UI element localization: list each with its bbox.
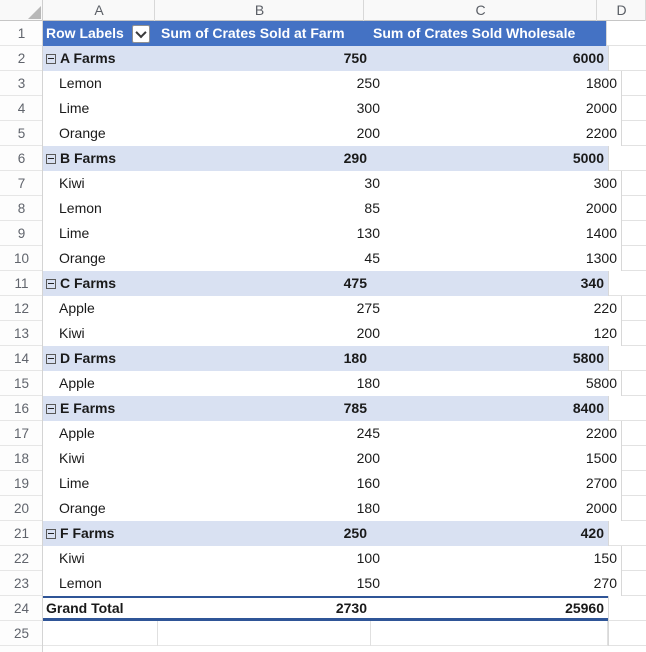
row-label-cell[interactable] xyxy=(43,521,158,546)
row-number[interactable]: 18 xyxy=(0,446,43,471)
row-label-cell[interactable] xyxy=(43,496,171,521)
row-label-cell[interactable] xyxy=(43,346,158,371)
farm-value-cell[interactable]: 85 xyxy=(364,200,380,216)
column-header-b[interactable]: B xyxy=(155,0,364,21)
item-label: Lime xyxy=(59,100,90,116)
wholesale-value-cell[interactable]: 120 xyxy=(593,325,617,341)
group-label: E Farms xyxy=(60,400,116,416)
wholesale-value-cell[interactable]: 6000 xyxy=(371,46,608,71)
farm-value-cell[interactable]: 200 xyxy=(356,125,380,141)
empty-cell-d[interactable] xyxy=(608,271,646,296)
wholesale-value-cell[interactable]: 340 xyxy=(371,271,608,296)
empty-cell-d[interactable] xyxy=(621,246,646,271)
row-label-cell[interactable] xyxy=(43,571,171,596)
sheet-row-10 xyxy=(0,246,646,271)
row-label-cell[interactable] xyxy=(43,471,171,496)
group-label: A Farms xyxy=(60,50,116,66)
row-number[interactable]: 12 xyxy=(0,296,43,321)
row-number[interactable]: 8 xyxy=(0,196,43,221)
row-number[interactable]: 17 xyxy=(0,421,43,446)
item-label: Kiwi xyxy=(59,325,85,341)
collapse-minus-icon[interactable] xyxy=(46,54,56,64)
row-label-cell[interactable] xyxy=(43,296,171,321)
farm-value-cell[interactable]: 2730 xyxy=(158,596,371,621)
empty-cell-d[interactable] xyxy=(606,21,646,46)
farm-value-cell[interactable]: 160 xyxy=(356,475,380,491)
row-label-cell[interactable] xyxy=(43,321,171,346)
row-label-cell[interactable] xyxy=(43,96,171,121)
row-label-cell[interactable] xyxy=(43,21,158,46)
select-all-corner[interactable] xyxy=(0,0,43,21)
wholesale-value-cell[interactable]: 300 xyxy=(593,175,617,191)
row-number[interactable]: 5 xyxy=(0,121,43,146)
empty-cell-d[interactable] xyxy=(621,196,646,221)
row-label-cell[interactable] xyxy=(43,421,171,446)
farm-value-cell[interactable]: 200 xyxy=(356,325,380,341)
row-label-cell[interactable] xyxy=(43,446,171,471)
farm-value-cell[interactable]: 180 xyxy=(158,346,371,371)
empty-cell-d[interactable] xyxy=(608,146,646,171)
group-label: B Farms xyxy=(60,150,117,166)
farm-value-cell[interactable]: 130 xyxy=(356,225,380,241)
wholesale-value-cell[interactable]: 270 xyxy=(593,575,617,591)
row-number[interactable]: 24 xyxy=(0,596,43,621)
row-number[interactable]: 7 xyxy=(0,171,43,196)
wholesale-value-cell[interactable]: 150 xyxy=(593,550,617,566)
empty-cell-d[interactable] xyxy=(621,571,646,596)
minus-glyph xyxy=(48,408,54,409)
collapse-minus-icon[interactable] xyxy=(46,154,56,164)
sheet-row-23 xyxy=(0,571,646,596)
empty-cell-d[interactable] xyxy=(621,96,646,121)
empty-cell-d[interactable] xyxy=(608,621,646,646)
wholesale-value-cell[interactable]: 2000 xyxy=(585,100,617,116)
farm-value-cell[interactable]: 150 xyxy=(356,575,380,591)
sheet-row-16 xyxy=(0,396,646,421)
item-label: Kiwi xyxy=(59,175,85,191)
wholesale-value-cell[interactable]: 2200 xyxy=(585,425,617,441)
farm-value-cell[interactable]: 750 xyxy=(158,46,371,71)
grand-total-label: Grand Total xyxy=(46,600,124,616)
row-label-cell[interactable] xyxy=(43,146,158,171)
row-number[interactable]: 20 xyxy=(0,496,43,521)
item-label: Lemon xyxy=(59,75,102,91)
row-label-cell[interactable] xyxy=(43,271,158,296)
empty-cell-d[interactable] xyxy=(621,446,646,471)
row-label-cell[interactable] xyxy=(43,171,171,196)
empty-cell-d[interactable] xyxy=(621,371,646,396)
row-label-cell[interactable] xyxy=(43,596,158,621)
minus-glyph xyxy=(48,283,54,284)
sheet-row-7 xyxy=(0,171,646,196)
column-header-row xyxy=(0,0,646,21)
row-number[interactable]: 4 xyxy=(0,96,43,121)
wholesale-value-cell[interactable]: 2000 xyxy=(585,200,617,216)
sheet-row-18 xyxy=(0,446,646,471)
group-label: F Farms xyxy=(60,525,115,541)
empty-cell-d[interactable] xyxy=(621,296,646,321)
collapse-minus-icon[interactable] xyxy=(46,354,56,364)
wholesale-value-cell[interactable]: 5800 xyxy=(371,346,608,371)
empty-cell-d[interactable] xyxy=(621,321,646,346)
row-label-cell[interactable] xyxy=(43,546,171,571)
row-number[interactable]: 19 xyxy=(0,471,43,496)
item-label: Kiwi xyxy=(59,450,85,466)
farm-value-cell[interactable] xyxy=(158,621,371,646)
wholesale-value-cell[interactable]: 8400 xyxy=(371,396,608,421)
empty-cell-d[interactable] xyxy=(621,496,646,521)
row-label-cell[interactable] xyxy=(43,396,158,421)
sheet-row-3 xyxy=(0,71,646,96)
row-labels-filter-button[interactable] xyxy=(132,25,150,43)
collapse-minus-icon[interactable] xyxy=(46,529,56,539)
farm-value-cell[interactable]: 180 xyxy=(356,500,380,516)
row-label-cell[interactable] xyxy=(43,196,171,221)
farm-value-cell[interactable]: 785 xyxy=(158,396,371,421)
sheet-row-1 xyxy=(0,21,646,46)
row-number[interactable]: 14 xyxy=(0,346,43,371)
minus-glyph xyxy=(48,533,54,534)
item-label: Apple xyxy=(59,300,95,316)
partial-row xyxy=(0,646,646,652)
row-number[interactable]: 2 xyxy=(0,46,43,71)
farm-value-cell[interactable]: 290 xyxy=(158,146,371,171)
farm-value-cell[interactable]: 200 xyxy=(356,450,380,466)
item-label: Lemon xyxy=(59,575,102,591)
wholesale-value-cell[interactable]: 1300 xyxy=(585,250,617,266)
collapse-minus-icon[interactable] xyxy=(46,279,56,289)
wholesale-value-cell[interactable]: 1500 xyxy=(585,450,617,466)
row-label-cell[interactable] xyxy=(43,221,171,246)
item-label: Lime xyxy=(59,475,90,491)
wholesale-value-cell[interactable] xyxy=(371,621,608,646)
minus-glyph xyxy=(48,158,54,159)
select-all-icon xyxy=(28,6,41,19)
item-label: Orange xyxy=(59,500,106,516)
group-label: C Farms xyxy=(60,275,117,291)
sheet-row-2 xyxy=(0,46,646,71)
empty-cell-d[interactable] xyxy=(621,546,646,571)
item-label: Kiwi xyxy=(59,550,85,566)
row-label-cell[interactable] xyxy=(43,46,158,71)
empty-cell-d[interactable] xyxy=(608,521,646,546)
item-label: Apple xyxy=(59,425,95,441)
empty-cell-d[interactable] xyxy=(621,171,646,196)
row-number[interactable]: 22 xyxy=(0,546,43,571)
item-label: Orange xyxy=(59,250,106,266)
row-label-cell[interactable] xyxy=(43,621,158,646)
empty-cell-d[interactable] xyxy=(621,121,646,146)
empty-cell-d[interactable] xyxy=(621,221,646,246)
sheet-row-12 xyxy=(0,296,646,321)
farm-value-cell[interactable]: 300 xyxy=(356,100,380,116)
wholesale-value-cell[interactable]: 2700 xyxy=(585,475,617,491)
row-number[interactable]: 13 xyxy=(0,321,43,346)
row-number[interactable]: 10 xyxy=(0,246,43,271)
farm-value-cell[interactable]: 275 xyxy=(356,300,380,316)
row-label-cell[interactable] xyxy=(43,121,171,146)
minus-glyph xyxy=(48,58,54,59)
farm-value-cell[interactable]: 100 xyxy=(356,550,380,566)
group-label: D Farms xyxy=(60,350,117,366)
row-number[interactable]: 21 xyxy=(0,521,43,546)
wholesale-value-cell[interactable]: 220 xyxy=(593,300,617,316)
sheet-row-25 xyxy=(0,621,646,646)
empty-cell-d[interactable] xyxy=(621,71,646,96)
row-number[interactable]: 15 xyxy=(0,371,43,396)
empty-cell-d[interactable] xyxy=(608,46,646,71)
sheet-row-8 xyxy=(0,196,646,221)
row-number[interactable]: 6 xyxy=(0,146,43,171)
sheet-row-21 xyxy=(0,521,646,546)
farm-value-cell[interactable]: 250 xyxy=(356,75,380,91)
wholesale-value-cell[interactable]: 2000 xyxy=(585,500,617,516)
sheet-row-22 xyxy=(0,546,646,571)
chevron-down-icon xyxy=(135,26,146,37)
row-number[interactable]: 25 xyxy=(0,621,43,646)
sheet-row-20 xyxy=(0,496,646,521)
sheet-row-13 xyxy=(0,321,646,346)
wholesale-value-cell[interactable]: 2200 xyxy=(585,125,617,141)
wholesale-value-cell[interactable]: 420 xyxy=(371,521,608,546)
farm-value-cell[interactable]: 45 xyxy=(364,250,380,266)
sheet-row-17 xyxy=(0,421,646,446)
empty-cell-d[interactable] xyxy=(621,471,646,496)
column-header-c[interactable]: C xyxy=(364,0,597,21)
sheet-row-19 xyxy=(0,471,646,496)
wholesale-value-cell[interactable]: 1800 xyxy=(585,75,617,91)
sheet-row-6 xyxy=(0,146,646,171)
collapse-minus-icon[interactable] xyxy=(46,404,56,414)
sheet-row-5 xyxy=(0,121,646,146)
column-header-a[interactable]: A xyxy=(43,0,155,21)
farm-value-cell[interactable]: 245 xyxy=(356,425,380,441)
sheet-row-4 xyxy=(0,96,646,121)
wholesale-value-cell[interactable]: Sum of Crates Sold Wholesale xyxy=(370,21,606,46)
wholesale-value-cell[interactable]: 1400 xyxy=(585,225,617,241)
wholesale-value-cell[interactable]: 25960 xyxy=(371,596,608,621)
farm-value-cell[interactable]: 250 xyxy=(158,521,371,546)
item-label: Orange xyxy=(59,125,106,141)
minus-glyph xyxy=(48,358,54,359)
row-label-cell[interactable] xyxy=(43,371,171,396)
farm-value-cell[interactable]: 475 xyxy=(158,271,371,296)
row-label-cell[interactable] xyxy=(43,246,171,271)
wholesale-value-cell[interactable]: 5800 xyxy=(585,375,617,391)
empty-cell-d[interactable] xyxy=(608,396,646,421)
empty-cell-d[interactable] xyxy=(608,346,646,371)
empty-cell-d[interactable] xyxy=(608,596,646,621)
row-number[interactable]: 23 xyxy=(0,571,43,596)
wholesale-value-cell[interactable]: 5000 xyxy=(371,146,608,171)
row-number[interactable]: 3 xyxy=(0,71,43,96)
row-number[interactable]: 16 xyxy=(0,396,43,421)
farm-value-cell[interactable]: 30 xyxy=(364,175,380,191)
column-header-d[interactable]: D xyxy=(597,0,646,21)
item-label: Apple xyxy=(59,375,95,391)
sheet-row-11 xyxy=(0,271,646,296)
empty-cell-d[interactable] xyxy=(621,421,646,446)
sheet-row-24 xyxy=(0,596,646,621)
sheet-row-9 xyxy=(0,221,646,246)
row-number[interactable]: 9 xyxy=(0,221,43,246)
row-number[interactable]: 1 xyxy=(0,21,43,46)
sheet-row-14 xyxy=(0,346,646,371)
grid-rows xyxy=(0,21,646,646)
farm-value-cell[interactable]: Sum of Crates Sold at Farm xyxy=(158,21,370,46)
item-label: Lime xyxy=(59,225,90,241)
row-labels-header: Row Labels xyxy=(46,25,124,41)
row-number[interactable]: 11 xyxy=(0,271,43,296)
sheet-row-15 xyxy=(0,371,646,396)
row-label-cell[interactable] xyxy=(43,71,171,96)
farm-value-cell[interactable]: 180 xyxy=(356,375,380,391)
item-label: Lemon xyxy=(59,200,102,216)
